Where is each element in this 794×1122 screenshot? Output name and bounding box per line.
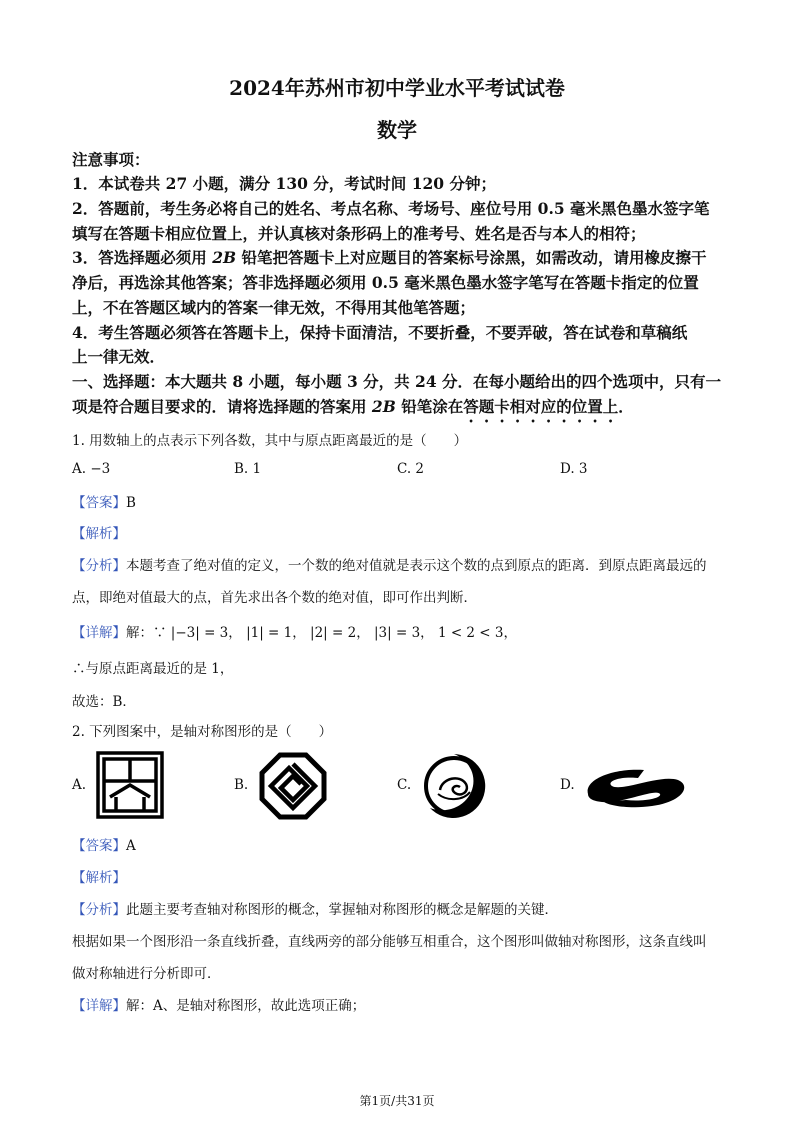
q2-option-c-label: C.: [397, 777, 412, 793]
q2-fenxi: 【分析】此题主要考查轴对称图形的概念，掌握轴对称图形的概念是解题的关键．: [72, 902, 558, 918]
note-4-line2: 上一律无效．: [72, 347, 166, 366]
q2-analysis-tag: 【解析】: [72, 870, 126, 886]
q2-text-line2: 做对称轴进行分析即可．: [72, 966, 221, 982]
note-3-line2: 净后，再选涂其他答案；答非选择题必须用 0.5 毫米黑色墨水签字笔写在答题卡指定的位置: [72, 273, 699, 292]
q2-text-line1: 根据如果一个图形沿一条直线折叠，直线两旁的部分能够互相重合，这个图形叫做轴对称图形，这条直线叫: [72, 934, 707, 950]
s-swoosh-icon: [582, 764, 692, 812]
q1-conclusion: ∴与原点距离最近的是 1，: [72, 661, 234, 677]
note-1: 1．本试卷共 27 小题，满分 130 分，考试时间 120 分钟；: [72, 174, 496, 193]
pavilion-frame-icon: [96, 751, 164, 819]
note-2-line1: 2．答题前，考生务必将自己的姓名、考点名称、考场号、座位号用 0.5 毫米黑色墨水签字笔: [72, 199, 710, 218]
subject-title: 数学: [377, 118, 417, 142]
q2-option-d-label: D.: [560, 777, 575, 793]
section1-line2: 项是符合题目要求的．请将选择题的答案用 2B 铅笔涂在答题卡相对应的位置上．: [72, 397, 634, 416]
q1-fenxi-line2: 点，即绝对值最大的点，首先求出各个数的绝对值，即可作出判断．: [72, 590, 477, 606]
answer-tag: 【答案】: [72, 838, 126, 854]
octagon-spiral-icon: [259, 752, 327, 820]
note-2-line2: 填写在答题卡相应位置上，并认真核对条形码上的准考号、姓名是否与本人的相符；: [72, 224, 646, 243]
section1-line1: 一、选择题：本大题共 8 小题，每小题 3 分，共 24 分．在每小题给出的四个选项中，只有一: [72, 372, 722, 391]
q2-option-a-label: A.: [72, 777, 87, 793]
q1-stem: 1. 用数轴上的点表示下列各数，其中与原点距离最近的是（ ）: [72, 433, 468, 449]
q1-analysis-tag: 【解析】: [72, 526, 126, 542]
page-footer: 第1页/共31页: [359, 1094, 435, 1108]
ring-swirl-icon: [418, 750, 490, 822]
q1-fenxi-line1: 【分析】本题考查了绝对值的定义，一个数的绝对值就是表示这个数的点到原点的距离．到原点距离最远的: [72, 558, 707, 574]
notes-heading: 注意事项：: [72, 150, 150, 169]
q2-stem: 2. 下列图案中，是轴对称图形的是（ ）: [72, 724, 333, 740]
q1-option-b: B. 1: [234, 461, 262, 477]
q1-answer: 【答案】B: [72, 495, 136, 511]
note-4-line1: 4．考生答题必须答在答题卡上，保持卡面清洁，不要折叠，不要弄破，答在试卷和草稿纸: [72, 323, 688, 342]
q1-option-a: A. −3: [72, 461, 111, 477]
q2-detail: 【详解】解：A、是轴对称图形，故此选项正确；: [72, 998, 366, 1014]
q1-option-d: D. 3: [560, 461, 588, 477]
q2-option-b-label: B.: [234, 777, 249, 793]
note-3-line3: 上，不在答题区域内的答案一律无效，不得用其他笔答题；: [72, 298, 476, 317]
answer-tag: 【答案】: [72, 495, 126, 511]
q2-answer: 【答案】A: [72, 838, 136, 854]
q1-choice: 故选：B．: [72, 694, 136, 710]
exam-title: 2024年苏州市初中学业水平考试试卷: [229, 76, 565, 100]
note-3-line1: 3．答选择题必须用 2B 铅笔把答题卡上对应题目的答案标号涂黑，如需改动，请用橡皮擦干: [72, 248, 707, 267]
q1-option-c: C. 2: [397, 461, 425, 477]
q1-detail: 【详解】解：∵ |−3| = 3， |1| = 1， |2| = 2， |3| = 3， 1 < 2 < 3，: [72, 625, 517, 641]
